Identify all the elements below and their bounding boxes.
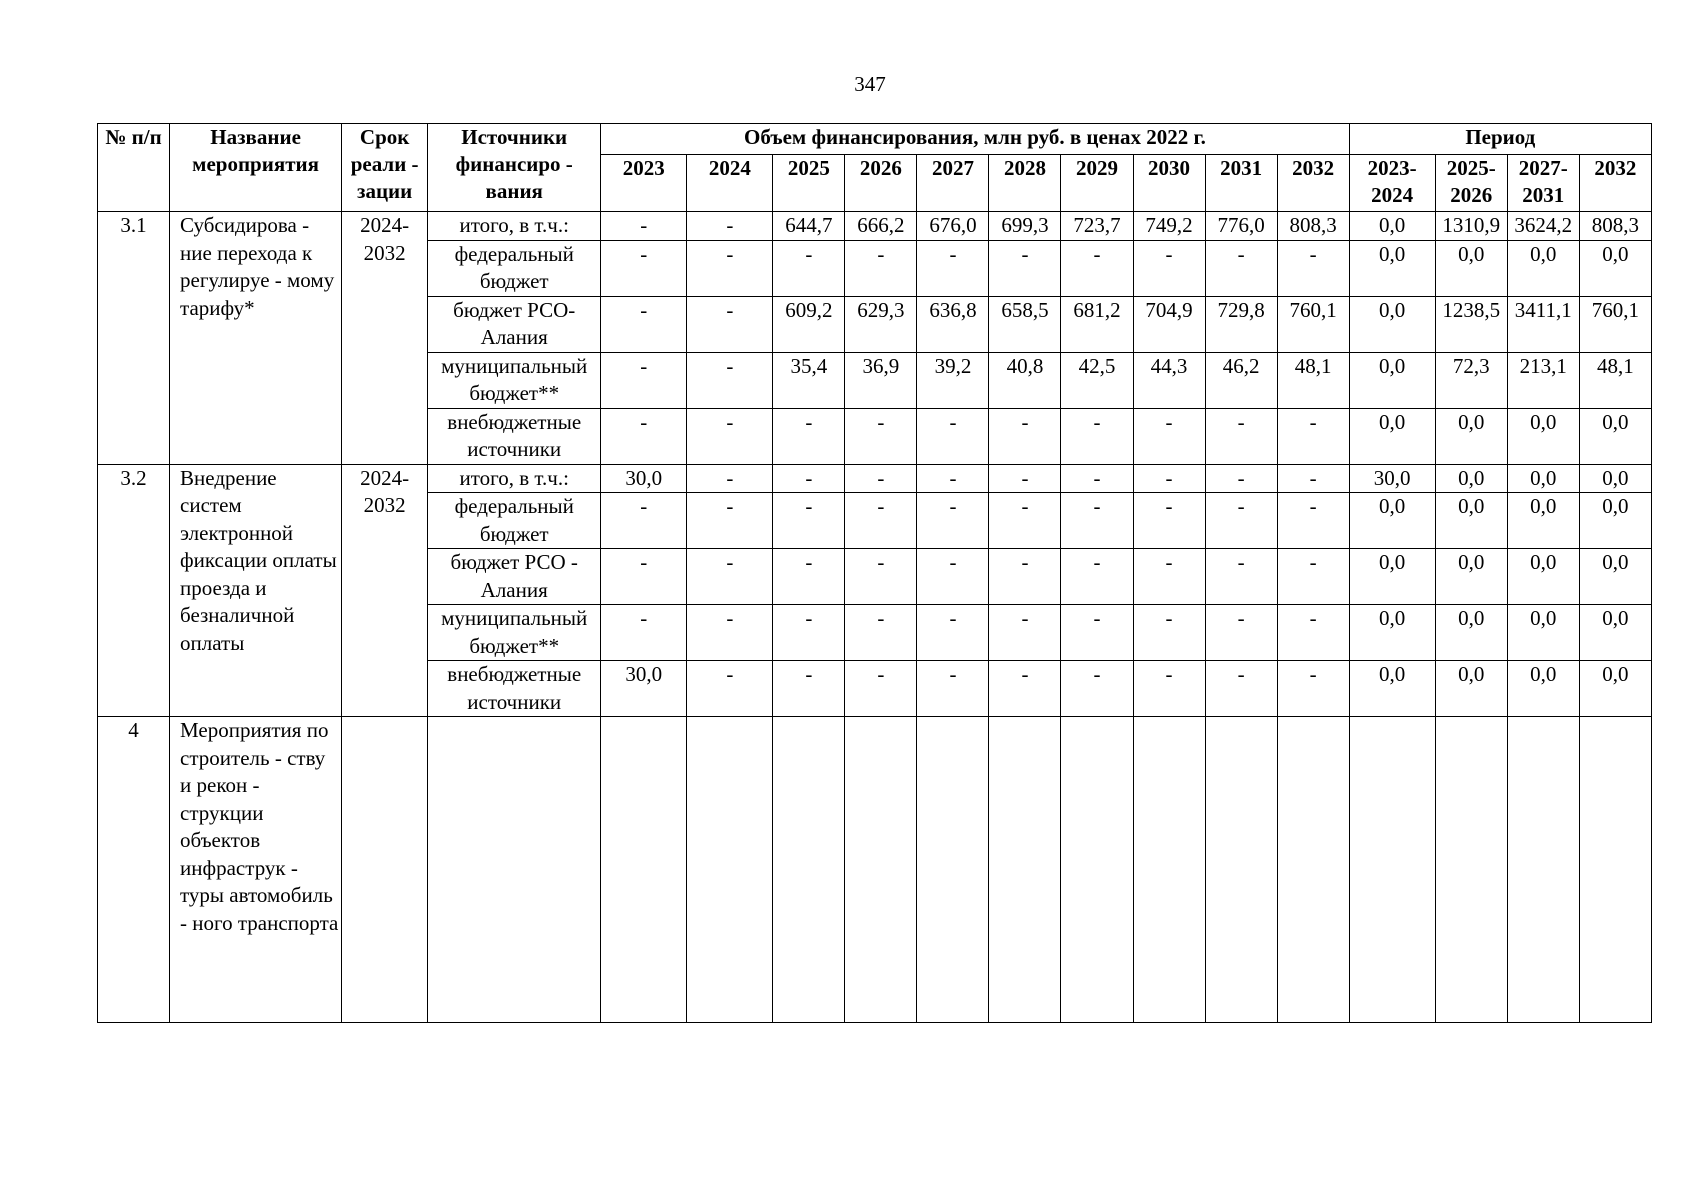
year-value: 699,3 (989, 212, 1061, 241)
year-value: 808,3 (1277, 212, 1349, 241)
source-name: внебюджетные источники (428, 661, 601, 717)
year-value: - (1277, 408, 1349, 464)
year-value: - (1133, 240, 1205, 296)
year-value: - (845, 661, 917, 717)
year-value: 749,2 (1133, 212, 1205, 241)
header-year: 2030 (1133, 155, 1205, 212)
measure-name: Субсидирова - ние перехода к регулируе - мому тарифу* (170, 212, 342, 465)
year-value: - (917, 240, 989, 296)
header-sources-label: Источники финансиро - вания (455, 125, 573, 203)
period-value: 0,0 (1349, 661, 1435, 717)
header-year: 2027 (917, 155, 989, 212)
year-value: 30,0 (601, 661, 687, 717)
source-name: муниципальный бюджет** (428, 605, 601, 661)
measure-term: 2024- 2032 (342, 464, 428, 717)
year-value: - (1061, 661, 1133, 717)
header-volume (601, 124, 1349, 155)
period-value: 0,0 (1579, 661, 1651, 717)
year-value: - (917, 464, 989, 493)
year-value: 48,1 (1277, 352, 1349, 408)
year-value: - (1133, 605, 1205, 661)
period-value: 30,0 (1349, 464, 1435, 493)
financing-table (97, 123, 1652, 1023)
period-value: 760,1 (1579, 296, 1651, 352)
year-value: - (845, 240, 917, 296)
year-value: - (845, 408, 917, 464)
period-value: 0,0 (1435, 408, 1507, 464)
period-value: 0,0 (1507, 661, 1579, 717)
period-value: 0,0 (1579, 240, 1651, 296)
year-value: - (601, 212, 687, 241)
year-value: - (773, 464, 845, 493)
year-value: - (989, 493, 1061, 549)
year-value: - (687, 408, 773, 464)
period-value: 0,0 (1507, 240, 1579, 296)
year-value: - (1277, 661, 1349, 717)
empty-cell (1349, 717, 1435, 1023)
year-value: 42,5 (1061, 352, 1133, 408)
table-row (98, 717, 1652, 1023)
year-value: - (989, 661, 1061, 717)
source-name: итого, в т.ч.: (428, 464, 601, 493)
period-value: 0,0 (1435, 464, 1507, 493)
page-number: 347 (854, 72, 886, 96)
period-value: 0,0 (1349, 493, 1435, 549)
header-period-range: 2025- 2026 (1435, 155, 1507, 212)
year-value: 35,4 (773, 352, 845, 408)
empty-cell (428, 717, 601, 1023)
empty-cell (1133, 717, 1205, 1023)
period-value: 808,3 (1579, 212, 1651, 241)
period-value: 0,0 (1435, 661, 1507, 717)
year-value: 644,7 (773, 212, 845, 241)
period-value: 0,0 (1507, 408, 1579, 464)
year-value: 629,3 (845, 296, 917, 352)
year-value: - (845, 464, 917, 493)
year-value: - (1133, 464, 1205, 493)
year-value: - (845, 605, 917, 661)
period-value: 0,0 (1435, 605, 1507, 661)
year-value: - (989, 605, 1061, 661)
year-value: 676,0 (917, 212, 989, 241)
year-value: - (1205, 464, 1277, 493)
year-value: - (601, 493, 687, 549)
header-term (342, 124, 428, 212)
year-value: - (989, 464, 1061, 493)
header-term-label: Срок реали - зации (350, 125, 419, 203)
header-year: 2025 (773, 155, 845, 212)
header-year: 2026 (845, 155, 917, 212)
header-num-label: № п/п (105, 125, 162, 149)
header-volume-label: Объем финансирования, млн руб. в ценах 2022 г. (744, 125, 1206, 149)
source-name: федеральный бюджет (428, 493, 601, 549)
year-value: - (773, 240, 845, 296)
year-value: - (989, 408, 1061, 464)
empty-cell (342, 717, 428, 1023)
year-value: - (773, 549, 845, 605)
empty-cell (989, 717, 1061, 1023)
row-num: 3.2 (98, 464, 170, 717)
period-value: 1310,9 (1435, 212, 1507, 241)
source-name: итого, в т.ч.: (428, 212, 601, 241)
year-value: - (1205, 661, 1277, 717)
period-value: 0,0 (1507, 605, 1579, 661)
table-row (98, 464, 1652, 493)
period-value: 0,0 (1435, 493, 1507, 549)
year-value: - (1205, 240, 1277, 296)
empty-cell (1579, 717, 1651, 1023)
year-value: - (1061, 464, 1133, 493)
year-value: - (1133, 549, 1205, 605)
period-value: 213,1 (1507, 352, 1579, 408)
header-sources (428, 124, 601, 212)
year-value: - (845, 493, 917, 549)
header-period (1349, 124, 1651, 155)
year-value: - (687, 493, 773, 549)
year-value: 36,9 (845, 352, 917, 408)
period-value: 0,0 (1349, 296, 1435, 352)
year-value: 729,8 (1205, 296, 1277, 352)
measure-name: Внедрение систем электронной фиксации оплаты проезда и безналичной оплаты (170, 464, 342, 717)
period-value: 0,0 (1349, 549, 1435, 605)
source-name: внебюджетные источники (428, 408, 601, 464)
period-value: 0,0 (1349, 408, 1435, 464)
empty-cell (1061, 717, 1133, 1023)
period-value: 0,0 (1507, 549, 1579, 605)
year-value: - (917, 408, 989, 464)
period-value: 72,3 (1435, 352, 1507, 408)
empty-cell (1435, 717, 1507, 1023)
year-value: - (687, 240, 773, 296)
year-value: - (989, 549, 1061, 605)
header-name (170, 124, 342, 212)
period-value: 0,0 (1579, 605, 1651, 661)
year-value: 609,2 (773, 296, 845, 352)
header-period-label: Период (1465, 125, 1536, 149)
year-value: 723,7 (1061, 212, 1133, 241)
header-num (98, 124, 170, 212)
empty-cell (687, 717, 773, 1023)
empty-cell (601, 717, 687, 1023)
year-value: - (917, 605, 989, 661)
header-period-range: 2032 (1579, 155, 1651, 212)
year-value: - (1277, 240, 1349, 296)
year-value: - (687, 296, 773, 352)
year-value: - (1133, 661, 1205, 717)
year-value: - (1205, 493, 1277, 549)
period-value: 3624,2 (1507, 212, 1579, 241)
year-value: - (1061, 240, 1133, 296)
year-value: - (917, 493, 989, 549)
year-value: 39,2 (917, 352, 989, 408)
header-year: 2032 (1277, 155, 1349, 212)
year-value: - (601, 605, 687, 661)
period-value: 0,0 (1579, 464, 1651, 493)
period-value: 0,0 (1349, 352, 1435, 408)
year-value: - (773, 661, 845, 717)
year-value: - (1205, 605, 1277, 661)
header-name-label: Название мероприятия (192, 125, 319, 176)
year-value: 636,8 (917, 296, 989, 352)
header-year: 2028 (989, 155, 1061, 212)
year-value: - (1277, 549, 1349, 605)
period-value: 0,0 (1507, 493, 1579, 549)
year-value: - (687, 212, 773, 241)
source-name: муниципальный бюджет** (428, 352, 601, 408)
year-value: 666,2 (845, 212, 917, 241)
period-value: 0,0 (1349, 212, 1435, 241)
year-value: - (601, 296, 687, 352)
period-value: 0,0 (1579, 493, 1651, 549)
empty-cell (917, 717, 989, 1023)
year-value: - (989, 240, 1061, 296)
period-value: 0,0 (1435, 549, 1507, 605)
year-value: - (601, 352, 687, 408)
year-value: - (1061, 408, 1133, 464)
empty-cell (773, 717, 845, 1023)
header-period-range: 2027- 2031 (1507, 155, 1579, 212)
year-value: - (773, 605, 845, 661)
year-value: - (845, 549, 917, 605)
year-value: - (773, 408, 845, 464)
source-name: бюджет РСО - Алания (428, 549, 601, 605)
year-value: - (1133, 493, 1205, 549)
year-value: - (687, 352, 773, 408)
year-value: - (1277, 605, 1349, 661)
year-value: - (1061, 605, 1133, 661)
year-value: - (687, 661, 773, 717)
source-name: бюджет РСО- Алания (428, 296, 601, 352)
year-value: 44,3 (1133, 352, 1205, 408)
year-value: - (601, 408, 687, 464)
year-value: - (1205, 408, 1277, 464)
year-value: 40,8 (989, 352, 1061, 408)
year-value: - (773, 493, 845, 549)
row-num: 4 (98, 717, 170, 1023)
header-row-1 (98, 124, 1652, 155)
empty-cell (845, 717, 917, 1023)
period-value: 3411,1 (1507, 296, 1579, 352)
header-year: 2023 (601, 155, 687, 212)
header-period-range: 2023- 2024 (1349, 155, 1435, 212)
year-value: - (687, 605, 773, 661)
year-value: - (601, 549, 687, 605)
empty-cell (1205, 717, 1277, 1023)
header-year: 2031 (1205, 155, 1277, 212)
period-value: 48,1 (1579, 352, 1651, 408)
empty-cell (1507, 717, 1579, 1023)
measure-term: 2024- 2032 (342, 212, 428, 465)
period-value: 1238,5 (1435, 296, 1507, 352)
period-value: 0,0 (1435, 240, 1507, 296)
year-value: 30,0 (601, 464, 687, 493)
year-value: - (687, 464, 773, 493)
year-value: - (687, 549, 773, 605)
source-name: федеральный бюджет (428, 240, 601, 296)
year-value: 776,0 (1205, 212, 1277, 241)
year-value: - (601, 240, 687, 296)
year-value: - (1277, 493, 1349, 549)
period-value: 0,0 (1349, 240, 1435, 296)
period-value: 0,0 (1507, 464, 1579, 493)
year-value: 760,1 (1277, 296, 1349, 352)
year-value: 46,2 (1205, 352, 1277, 408)
year-value: 681,2 (1061, 296, 1133, 352)
year-value: - (917, 661, 989, 717)
table-row (98, 212, 1652, 241)
period-value: 0,0 (1349, 605, 1435, 661)
year-value: - (1133, 408, 1205, 464)
period-value: 0,0 (1579, 408, 1651, 464)
measure-name: Мероприятия по строитель - ству и рекон - струкции объектов инфраструк - туры автомобиль - ного транспорта (170, 717, 342, 1023)
year-value: 658,5 (989, 296, 1061, 352)
year-value: - (917, 549, 989, 605)
year-value: - (1205, 549, 1277, 605)
header-year: 2029 (1061, 155, 1133, 212)
year-value: - (1277, 464, 1349, 493)
year-value: 704,9 (1133, 296, 1205, 352)
header-year: 2024 (687, 155, 773, 212)
period-value: 0,0 (1579, 549, 1651, 605)
row-num: 3.1 (98, 212, 170, 465)
empty-cell (1277, 717, 1349, 1023)
year-value: - (1061, 549, 1133, 605)
year-value: - (1061, 493, 1133, 549)
